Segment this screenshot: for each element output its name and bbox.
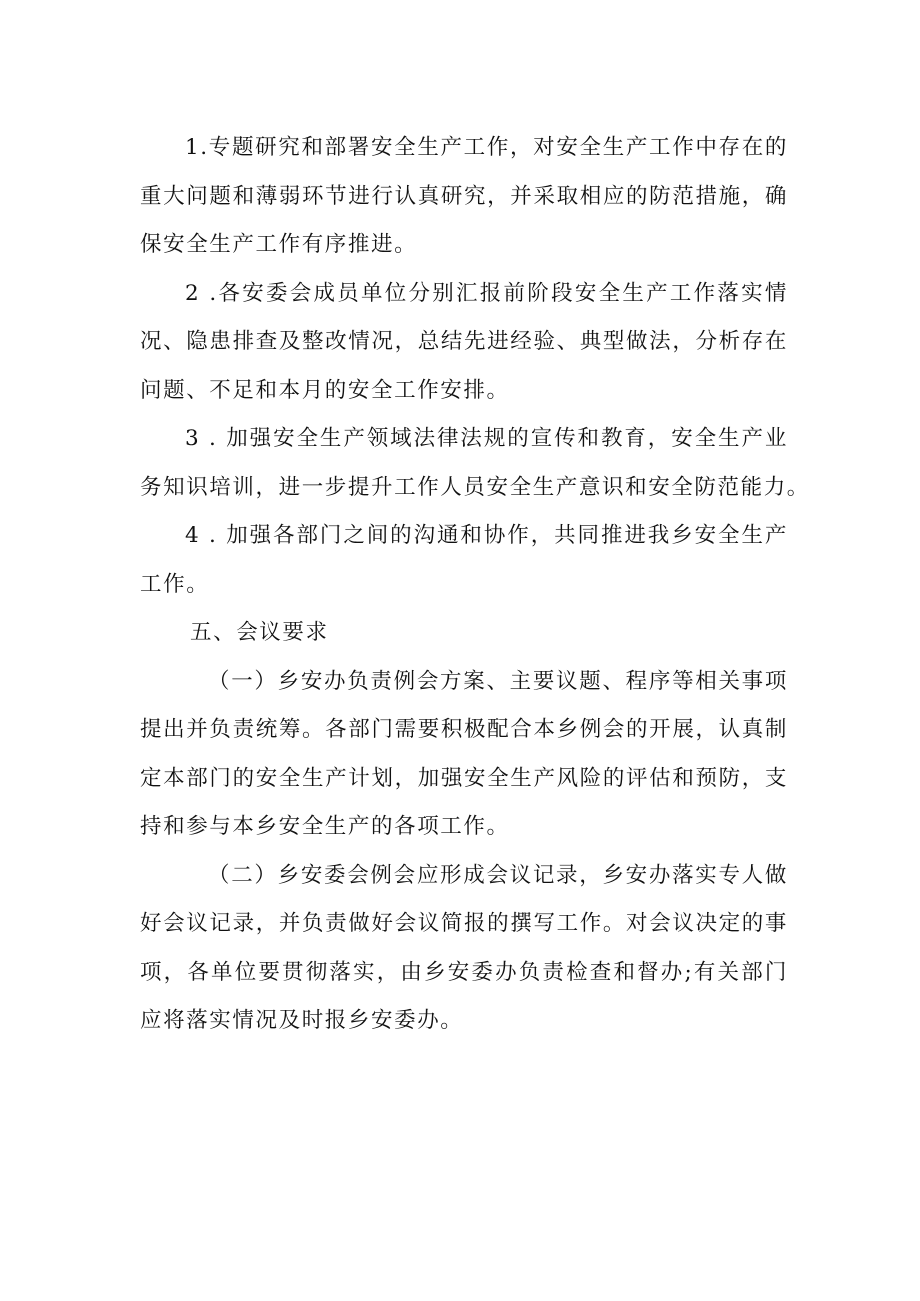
- document-body: [140, 124, 810, 1046]
- paragraph-line: 问题、不足和本月的安全工作安排。: [140, 377, 510, 403]
- paragraph-line: 4 . 加强各部门之间的沟通和协作，共同推进我乡安全生产: [185, 523, 788, 548]
- paragraph-line: 应将落实情况及时报乡安委办。: [140, 1008, 464, 1033]
- section-heading: [140, 609, 788, 658]
- paragraph-requirement-1: [140, 658, 788, 852]
- paragraph-line: 务知识培训，进一步提升工作人员安全生产意识和安全防范能力。: [140, 474, 810, 500]
- paragraph-line: 好会议记录，并负责做好会议简报的撰写工作。对会议决定的事: [140, 911, 788, 936]
- paragraph-line: 1.专题研究和部署安全生产工作，对安全生产工作中存在的: [185, 135, 788, 160]
- paragraph-requirement-2: [140, 852, 788, 1046]
- paragraph-item-4: [140, 512, 788, 609]
- paragraph-line: 持和参与本乡安全生产的各项工作。: [140, 814, 510, 839]
- paragraph-line: 定本部门的安全生产计划，加强安全生产风险的评估和预防，支: [140, 765, 788, 791]
- paragraph-line: 提出并负责统筹。各部门需要积极配合本乡例会的开展，认真制: [140, 717, 788, 742]
- paragraph-line: 项，各单位要贯彻落实，由乡安委办负责检查和督办;有关部门: [140, 959, 788, 985]
- section-heading-text: 五、会议要求: [190, 620, 329, 645]
- paragraph-item-3: [140, 415, 810, 512]
- paragraph-line: 况、隐患排查及整改情况，总结先进经验、典型做法，分析存在: [140, 329, 788, 354]
- paragraph-line: （一）乡安办负责例会方案、主要议题、程序等相关事项: [208, 668, 788, 694]
- paragraph-line: 保安全生产工作有序推进。: [140, 232, 418, 257]
- paragraph-line: 工作。: [140, 571, 210, 597]
- paragraph-line: 3 . 加强安全生产领域法律法规的宣传和教育，安全生产业: [185, 426, 788, 451]
- paragraph-item-1: [140, 124, 788, 270]
- paragraph-line: 重大问题和薄弱环节进行认真研究，并采取相应的防范措施，确: [140, 183, 788, 209]
- paragraph-item-2: [140, 270, 788, 416]
- paragraph-line: 2 .各安委会成员单位分别汇报前阶段安全生产工作落实情: [185, 280, 788, 306]
- paragraph-line: （二）乡安委会例会应形成会议记录，乡安办落实专人做: [208, 862, 788, 888]
